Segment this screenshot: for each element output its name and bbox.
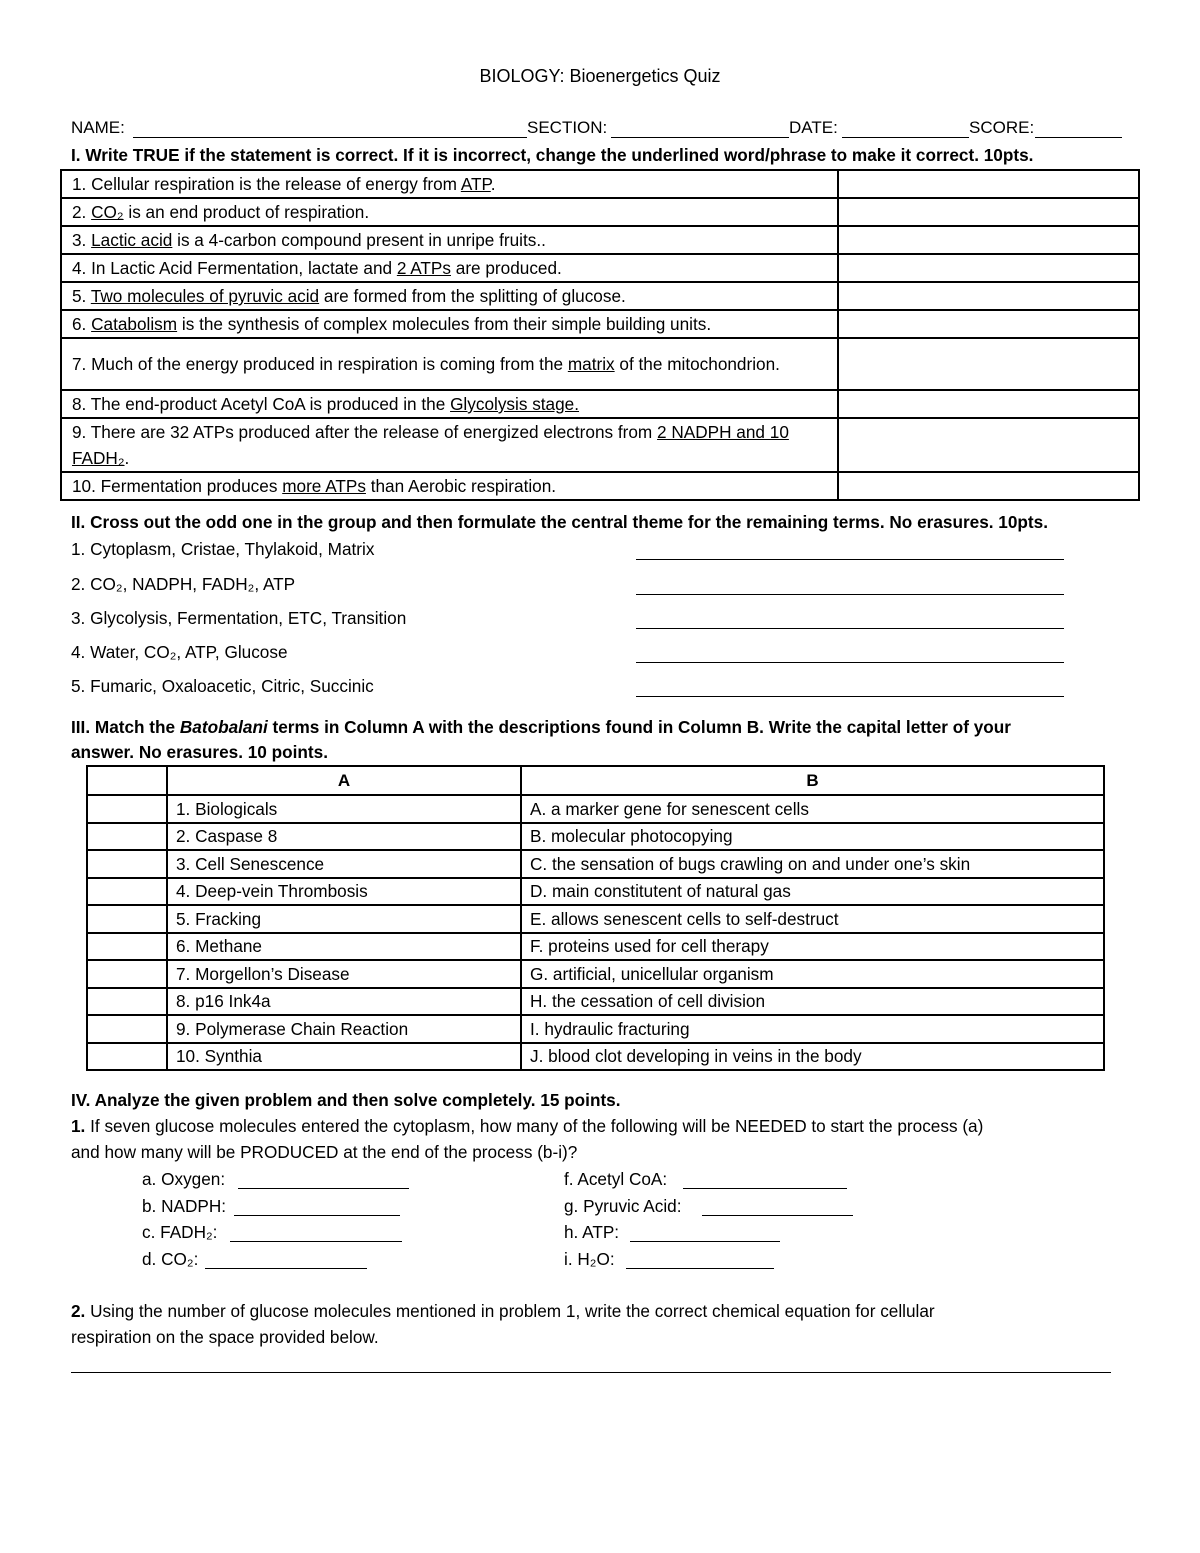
matching-row [87, 933, 1104, 961]
odd-one-out-item: 4. Water, CO₂, ATP, Glucose [71, 642, 288, 662]
theme-answer-line[interactable] [636, 628, 1064, 629]
statement-text-end: . [124, 448, 130, 468]
column-a-term: 2. Caspase 8 [167, 823, 521, 851]
match-answer-cell[interactable] [87, 823, 167, 851]
statement-cell [61, 170, 838, 198]
statement-text: In Lactic Acid Fermentation, lactate and [86, 258, 397, 278]
column-a-term: 8. p16 Ink4a [167, 988, 521, 1016]
column-b-description: F. proteins used for cell therapy [521, 933, 1104, 961]
statement-text-end: of the mitochondrion. [614, 354, 780, 374]
needed-produced-label: c. FADH₂: [142, 1222, 218, 1242]
answer-blank[interactable] [683, 1188, 847, 1189]
statement-text: There are 32 ATPs produced after the release of energized electrons from [86, 422, 658, 442]
statement-number: 8. [72, 394, 87, 414]
statement-text-end: than Aerobic respiration. [365, 476, 557, 496]
answer-cell[interactable] [838, 198, 1139, 226]
needed-produced-label: h. ATP: [564, 1222, 620, 1242]
statement-text: The end-product Acetyl CoA is produced in the [86, 394, 451, 414]
column-a-term: 10. Synthia [167, 1043, 521, 1071]
answer-cell[interactable] [838, 254, 1139, 282]
column-b-description: G. artificial, unicellular organism [521, 960, 1104, 988]
problem2-answer-line[interactable] [71, 1372, 1111, 1373]
matching-row [87, 878, 1104, 906]
statement-cell [61, 198, 838, 226]
statement-underlined: CO₂ [91, 202, 124, 222]
statement-row [61, 418, 1139, 472]
problem1-line1 [71, 1116, 983, 1137]
score-label: SCORE: [969, 118, 1035, 137]
column-b-description: J. blood clot developing in veins in the body [521, 1043, 1104, 1071]
answer-cell[interactable] [838, 472, 1139, 500]
column-b-description: D. main constitutent of natural gas [521, 878, 1104, 906]
statement-cell [61, 226, 838, 254]
statement-row [61, 310, 1139, 338]
needed-produced-label: a. Oxygen: [142, 1169, 226, 1189]
part3-instruction-line2: answer. No erasures. 10 points. [71, 742, 328, 762]
statement-underlined: Two molecules of pyruvic acid [90, 286, 320, 306]
part4-instruction: IV. Analyze the given problem and then solve completely. 15 points. [71, 1090, 621, 1110]
part3-instruction-line1 [71, 717, 1011, 738]
statement-underlined: Catabolism [91, 314, 178, 334]
matching-row [87, 1043, 1104, 1071]
statement-number: 10. [72, 476, 96, 496]
statement-number: 5. [72, 286, 87, 306]
matching-row [87, 960, 1104, 988]
section-field[interactable] [611, 137, 789, 138]
column-a-term: 9. Polymerase Chain Reaction [167, 1015, 521, 1043]
statement-underlined: more ATPs [282, 476, 366, 496]
answer-col-header [87, 766, 167, 795]
matching-row [87, 823, 1104, 851]
problem1-line2: and how many will be PRODUCED at the end of the process (b-i)? [71, 1142, 578, 1162]
statement-underlined: Glycolysis stage. [450, 394, 580, 414]
answer-cell[interactable] [838, 338, 1139, 390]
match-answer-cell[interactable] [87, 905, 167, 933]
statement-underlined: Lactic acid [91, 230, 173, 250]
problem2-text-1: Using the number of glucose molecules mentioned in problem 1, write the correct chemical equation for cellular [85, 1301, 935, 1321]
name-field[interactable] [133, 137, 527, 138]
problem2-number: 2. [71, 1301, 86, 1321]
statement-underlined: matrix [567, 354, 615, 374]
answer-cell[interactable] [838, 418, 1139, 472]
column-a-term: 5. Fracking [167, 905, 521, 933]
date-field[interactable] [842, 137, 969, 138]
column-b-description: B. molecular photocopying [521, 823, 1104, 851]
part2-instruction: II. Cross out the odd one in the group and then formulate the central theme for the remaining terms. No erasures. 10pts. [71, 512, 1048, 532]
answer-blank[interactable] [205, 1268, 367, 1269]
statement-row [61, 226, 1139, 254]
problem1-text-1: If seven glucose molecules entered the cytoplasm, how many of the following will be NEEDED to start the process (a) [85, 1116, 984, 1136]
needed-produced-label: f. Acetyl CoA: [564, 1169, 668, 1189]
statement-row [61, 282, 1139, 310]
match-answer-cell[interactable] [87, 960, 167, 988]
matching-row [87, 850, 1104, 878]
match-answer-cell[interactable] [87, 1015, 167, 1043]
matching-row [87, 1015, 1104, 1043]
needed-produced-label: i. H₂O: [564, 1249, 615, 1269]
column-a-term: 4. Deep-vein Thrombosis [167, 878, 521, 906]
answer-cell[interactable] [838, 170, 1139, 198]
statement-text-end: are formed from the splitting of glucose. [319, 286, 626, 306]
column-b-description: I. hydraulic fracturing [521, 1015, 1104, 1043]
statement-row [61, 254, 1139, 282]
answer-blank[interactable] [234, 1215, 400, 1216]
odd-one-out-item: 5. Fumaric, Oxaloacetic, Citric, Succinic [71, 676, 374, 696]
statement-number: 7. [72, 354, 87, 374]
statement-cell [61, 338, 838, 390]
odd-one-out-item: 3. Glycolysis, Fermentation, ETC, Transition [71, 608, 407, 628]
match-answer-cell[interactable] [87, 850, 167, 878]
statement-cell [61, 310, 838, 338]
column-a-term: 6. Methane [167, 933, 521, 961]
answer-blank[interactable] [238, 1188, 409, 1189]
matching-table [86, 765, 1105, 1071]
column-a-term: 3. Cell Senescence [167, 850, 521, 878]
statement-underlined: ATP [460, 174, 491, 194]
statement-text-end: are produced. [450, 258, 562, 278]
page-title: BIOLOGY: Bioenergetics Quiz [479, 66, 721, 86]
name-label: NAME: [71, 118, 125, 137]
statement-number: 9. [72, 422, 87, 442]
statement-text: Cellular respiration is the release of energy from [86, 174, 461, 194]
answer-blank[interactable] [626, 1268, 774, 1269]
column-a-header: A [167, 766, 521, 795]
statement-cell [61, 472, 838, 500]
statement-row [61, 472, 1139, 500]
theme-answer-line[interactable] [636, 559, 1064, 560]
match-answer-cell[interactable] [87, 933, 167, 961]
match-answer-cell[interactable] [87, 1043, 167, 1071]
part1-instruction: I. Write TRUE if the statement is correct. If it is incorrect, change the underlined word/phrase to make it correct. 10pts. [71, 145, 1034, 165]
theme-answer-line[interactable] [636, 594, 1064, 595]
column-b-description: E. allows senescent cells to self-destruct [521, 905, 1104, 933]
column-a-term: 7. Morgellon’s Disease [167, 960, 521, 988]
statement-number: 4. [72, 258, 87, 278]
odd-one-out-item: 1. Cytoplasm, Cristae, Thylakoid, Matrix [71, 539, 375, 559]
statement-cell [61, 282, 838, 310]
needed-produced-label: b. NADPH: [142, 1196, 227, 1216]
statement-row [61, 390, 1139, 418]
problem2-line2: respiration on the space provided below. [71, 1327, 379, 1347]
statement-text-end: is a 4-carbon compound present in unripe fruits.. [172, 230, 546, 250]
matching-row [87, 905, 1104, 933]
needed-produced-label: d. CO₂: [142, 1249, 199, 1269]
statement-underlined: 2 NADPH and 10 FADH₂ [72, 422, 789, 468]
theme-answer-line[interactable] [636, 662, 1064, 663]
part1-table [60, 169, 1140, 501]
statement-cell [61, 418, 838, 472]
column-b-description: A. a marker gene for senescent cells [521, 795, 1104, 823]
match-answer-cell[interactable] [87, 988, 167, 1016]
statement-number: 1. [72, 174, 87, 194]
match-answer-cell[interactable] [87, 795, 167, 823]
answer-cell[interactable] [838, 390, 1139, 418]
statement-row [61, 338, 1139, 390]
answer-blank[interactable] [630, 1241, 780, 1242]
statement-text-end: is the synthesis of complex molecules from their simple building units. [177, 314, 712, 334]
answer-blank[interactable] [230, 1241, 402, 1242]
problem2-line1 [71, 1301, 935, 1322]
answer-blank[interactable] [702, 1215, 853, 1216]
statement-text-end: . [490, 174, 496, 194]
problem1-number: 1. [71, 1116, 86, 1136]
match-answer-cell[interactable] [87, 878, 167, 906]
date-label: DATE: [789, 118, 838, 137]
answer-cell[interactable] [838, 310, 1139, 338]
odd-one-out-item: 2. CO₂, NADPH, FADH₂, ATP [71, 574, 296, 594]
statement-number: 2. [72, 202, 87, 222]
part3-instr-a: III. Match the [71, 717, 180, 737]
matching-row [87, 795, 1104, 823]
statement-underlined: 2 ATPs [396, 258, 451, 278]
column-a-term: 1. Biologicals [167, 795, 521, 823]
column-b-header: B [521, 766, 1104, 795]
section-label: SECTION: [527, 118, 608, 137]
statement-row [61, 170, 1139, 198]
part3-instr-italic: Batobalani [179, 717, 268, 737]
score-field[interactable] [1035, 137, 1122, 138]
column-b-description: H. the cessation of cell division [521, 988, 1104, 1016]
needed-produced-label: g. Pyruvic Acid: [564, 1196, 682, 1216]
theme-answer-line[interactable] [636, 696, 1064, 697]
matching-row [87, 988, 1104, 1016]
statement-text-end: is an end product of respiration. [123, 202, 370, 222]
answer-cell[interactable] [838, 282, 1139, 310]
answer-cell[interactable] [838, 226, 1139, 254]
statement-number: 6. [72, 314, 87, 334]
statement-cell [61, 254, 838, 282]
part3-instr-b: terms in Column A with the descriptions found in Column B. Write the capital letter of your [267, 717, 1011, 737]
column-b-description: C. the sensation of bugs crawling on and under one’s skin [521, 850, 1104, 878]
statement-number: 3. [72, 230, 87, 250]
statement-row [61, 198, 1139, 226]
statement-text: Much of the energy produced in respiration is coming from the [86, 354, 568, 374]
statement-cell [61, 390, 838, 418]
statement-text: Fermentation produces [95, 476, 283, 496]
